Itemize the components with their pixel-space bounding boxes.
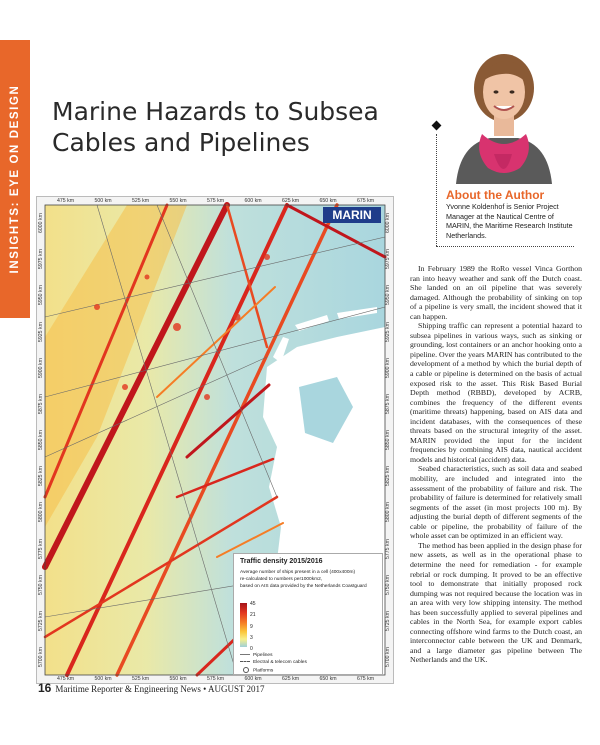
article-headline: Marine Hazards to Subsea Cables and Pipelines [52,97,379,157]
map-y-tick-label: 5775 km [38,538,44,559]
author-photo [446,42,562,184]
map-y-tick-label: 5975 km [38,249,44,270]
publication-line: Maritime Reporter & Engineering News • AUGUST 2017 [55,684,265,694]
body-paragraph: Shipping traffic can represent a potential hazard to subsea pipelines in various ways, such as sinking or grounding, lost containers or an anchor hooking onto a pipeline. Over the years MARIN has contributed to the development of a method by which the burial depth of a cable or pipeline is determined on the basis of actual exposed risk to the asset. This Risk Based Burial Depth method (RBBD), developed by ACRB, combines the frequency of the different events (maritime threats) happening, based on AIS data and incident databases, with the consequences of these threats based on the structural integrity of the asset. MARIN provided the input for the incident frequencies by combining AIS data, nautical accident models and historical (accident) data. [410,321,582,464]
map-y-tick-label: 5825 km [385,466,391,487]
legend-description-line: based on AIS data provided by the Netherlands Coastguard [240,584,367,589]
legend-key-label: Platforms [253,668,274,674]
legend-color-scale [240,603,247,647]
page-footer [38,681,265,695]
map-x-tick-label: 525 km [132,676,150,682]
map-y-tick-label: 5850 km [38,430,44,450]
map-x-tick-label: 475 km [57,198,75,204]
map-x-tick-label: 600 km [244,676,262,682]
map-y-tick-label: 5900 km [385,357,391,378]
map-y-tick-label: 5950 km [38,285,44,306]
map-y-tick-label: 5725 km [38,610,44,631]
legend-description-line: re-calculated to numbers per1000km2, [240,577,323,582]
map-x-tick-label: 575 km [207,198,225,204]
map-legend [233,553,383,675]
article-body [410,264,582,665]
legend-key-label: Pipelines [253,653,273,658]
map-x-tick-label: 550 km [169,676,187,682]
map-x-tick-label: 500 km [94,676,112,682]
map-y-tick-label: 5925 km [385,321,391,342]
legend-scale-value: 45 [250,601,256,607]
author-divider-vertical [436,134,437,246]
legend-key-platforms [240,667,273,673]
traffic-density-map [36,196,394,684]
map-x-tick-label: 575 km [207,676,225,682]
map-y-tick-label: 5800 km [385,502,391,523]
body-paragraph: In February 1989 the RoRo vessel Vinca Gorthon ran into heavy weather and sank off the Dutch coast. She landed on an oil pipeline that was severely damaged. Although the probability of sinking on top of a pipeline is very small, the incident showed that it can happen. [410,264,582,321]
legend-scale-value: 9 [250,624,253,630]
map-y-tick-label: 6000 km [385,213,391,233]
author-heading: About the Author [446,188,545,202]
map-y-tick-label: 5800 km [38,502,44,523]
legend-key-pipelines [240,653,272,658]
map-x-tick-label: 475 km [57,676,75,682]
legend-scale-value: 21 [250,612,256,618]
map-y-tick-label: 5725 km [385,610,391,631]
body-paragraph: Seabed characteristics, such as soil data and seabed mobility, are included and integrated into the assessment of the probability of failure and risk. The probability of failure is determined for relatively small segments of the asset (in most projects 100 m). By adjusting the burial depth of different segments of the cable or pipeline, the probability of failure of the whole asset can be optimized in an efficient way. [410,464,582,541]
author-divider-horizontal [436,246,574,247]
map-y-tick-label: 5775 km [385,538,391,559]
legend-key-cables [240,660,307,665]
map-x-tick-label: 550 km [169,198,187,204]
cable-line-icon [240,661,250,662]
map-y-tick-label: 5975 km [385,249,391,270]
map-x-tick-label: 625 km [282,676,300,682]
legend-scale-value: 3 [250,635,253,641]
legend-description-line: Average number of ships present in a cell (400x400m) [240,570,356,575]
map-y-tick-label: 5750 km [38,574,44,595]
pipeline-line-icon [240,654,250,655]
map-y-tick-label: 5700 km [385,647,391,667]
marin-logo: MARIN [323,207,381,223]
map-x-tick-label: 525 km [132,198,150,204]
map-y-tick-label: 6000 km [38,213,44,233]
map-y-tick-label: 5925 km [38,321,44,342]
map-x-tick-label: 500 km [94,198,112,204]
map-x-tick-label: 675 km [357,198,375,204]
map-y-tick-label: 5850 km [385,430,391,450]
section-tab [0,40,30,318]
map-y-tick-label: 5825 km [38,466,44,487]
map-y-tick-label: 5875 km [38,393,44,414]
map-x-tick-label: 600 km [244,198,262,204]
map-y-tick-label: 5875 km [385,393,391,414]
map-x-tick-label: 650 km [319,198,337,204]
legend-key-label: Electral & telecom cables [253,660,307,665]
decorative-diamond [432,121,442,131]
map-x-tick-label: 650 km [319,676,337,682]
legend-title: Traffic density 2015/2016 [240,558,323,565]
map-y-tick-label: 5750 km [385,574,391,595]
legend-scale-value: 0 [250,646,253,652]
body-paragraph: The method has been applied in the design phase for new assets, as well as in the operational phase to determine the need for remediation - for example rebrial or rock dumping. It proved to be an effective tool to demonstrate that initially proposed rock dumping was not required because the location was in an area with very low shipping intensity. The method has been successfully applied to several pipelines and cables in the North Sea, for example export cables connecting offshore wind farms to the Dutch coast, an interconnector cable between the UK and Denmark, and a large diameter gas pipeline between The Netherlands and the UK. [410,540,582,665]
map-y-tick-label: 5700 km [38,647,44,667]
author-bio: Yvonne Koldenhof is Senior Project Manager at the Nautical Centre of MARIN, the Maritime Research Institute Netherlands. [446,202,573,240]
map-y-tick-label: 5950 km [385,285,391,306]
page-number: 16 [38,681,52,695]
map-x-tick-label: 675 km [357,676,375,682]
section-tab-label: INSIGHTS: EYE ON DESIGN [9,84,21,274]
map-x-tick-label: 625 km [282,198,300,204]
map-y-tick-label: 5900 km [38,357,44,378]
platform-dot-icon [243,667,249,673]
